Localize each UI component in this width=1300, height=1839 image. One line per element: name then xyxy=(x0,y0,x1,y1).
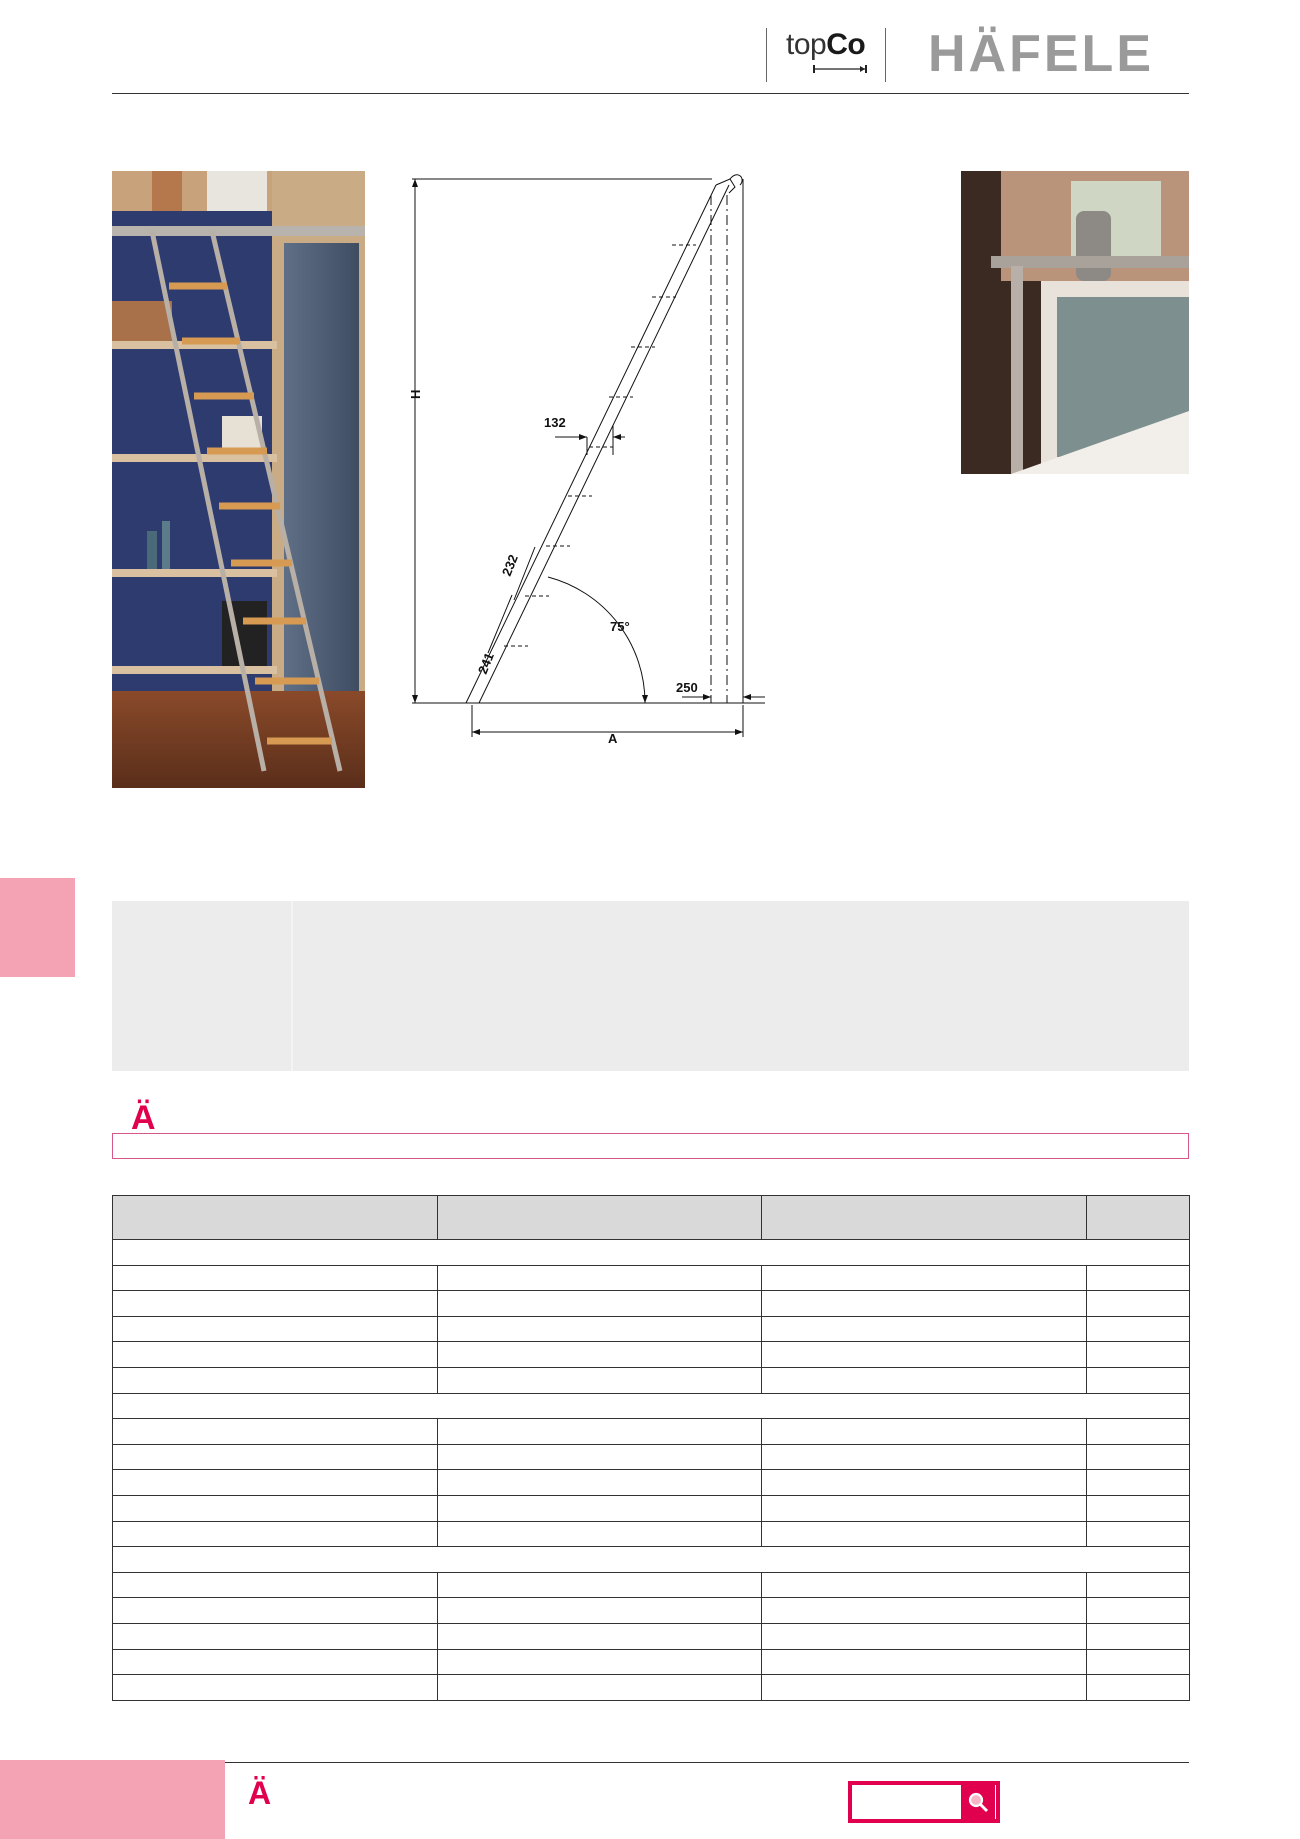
table-header-cell xyxy=(762,1196,1087,1240)
table-row xyxy=(113,1649,1190,1675)
header-divider xyxy=(112,93,1189,94)
table-group-row xyxy=(113,1240,1190,1266)
table-row xyxy=(113,1521,1190,1547)
table-row xyxy=(113,1342,1190,1368)
measure-arrow-icon xyxy=(812,64,868,74)
dim-angle-label: 75° xyxy=(610,619,630,634)
brand-logo: HÄFELE xyxy=(928,25,1154,83)
dim-offset-label: 250 xyxy=(676,680,698,695)
table-group-row xyxy=(113,1393,1190,1419)
dim-width-label: A xyxy=(608,731,618,746)
spec-table xyxy=(112,1195,1190,1701)
table-row xyxy=(113,1598,1190,1624)
table-row xyxy=(113,1495,1190,1521)
table-row xyxy=(113,1367,1190,1393)
dim-tread-spacing-label: 232 xyxy=(498,552,521,579)
brand-mark: Ä xyxy=(131,1099,156,1137)
topco-logo-light: top xyxy=(786,28,827,61)
chapter-tab xyxy=(0,878,75,977)
hook-detail-photo xyxy=(961,171,1189,474)
table-header-cell xyxy=(113,1196,438,1240)
table-row xyxy=(113,1675,1190,1701)
footer-divider xyxy=(225,1762,1189,1763)
table-header-cell xyxy=(1087,1196,1190,1240)
table-row xyxy=(113,1444,1190,1470)
footer-brand-mark: Ä xyxy=(248,1775,272,1811)
table-header-row xyxy=(113,1196,1190,1240)
topco-logo-bold: Co xyxy=(826,28,866,61)
topco-divider-right xyxy=(885,28,886,82)
footer-tab xyxy=(0,1760,225,1839)
dim-tread-depth-label: 132 xyxy=(544,415,566,430)
ladder-dimension-drawing xyxy=(400,165,780,755)
table-row xyxy=(113,1419,1190,1445)
info-column-divider xyxy=(291,901,293,1071)
table-header-cell xyxy=(437,1196,762,1240)
table-group-row xyxy=(113,1547,1190,1573)
ladder-photo xyxy=(112,171,365,788)
search-button[interactable] xyxy=(961,1785,995,1819)
topco-logo xyxy=(786,28,865,62)
magnifier-icon xyxy=(967,1791,989,1813)
ordering-banner xyxy=(112,1133,1189,1159)
table-row xyxy=(113,1316,1190,1342)
table-row xyxy=(113,1470,1190,1496)
table-row xyxy=(113,1623,1190,1649)
topco-divider-left xyxy=(766,28,767,82)
table-row xyxy=(113,1291,1190,1317)
info-block xyxy=(112,901,1189,1071)
table-row xyxy=(113,1572,1190,1598)
dim-height-label: H xyxy=(408,389,423,399)
dim-first-step-label: 241 xyxy=(474,650,497,677)
table-row xyxy=(113,1265,1190,1291)
